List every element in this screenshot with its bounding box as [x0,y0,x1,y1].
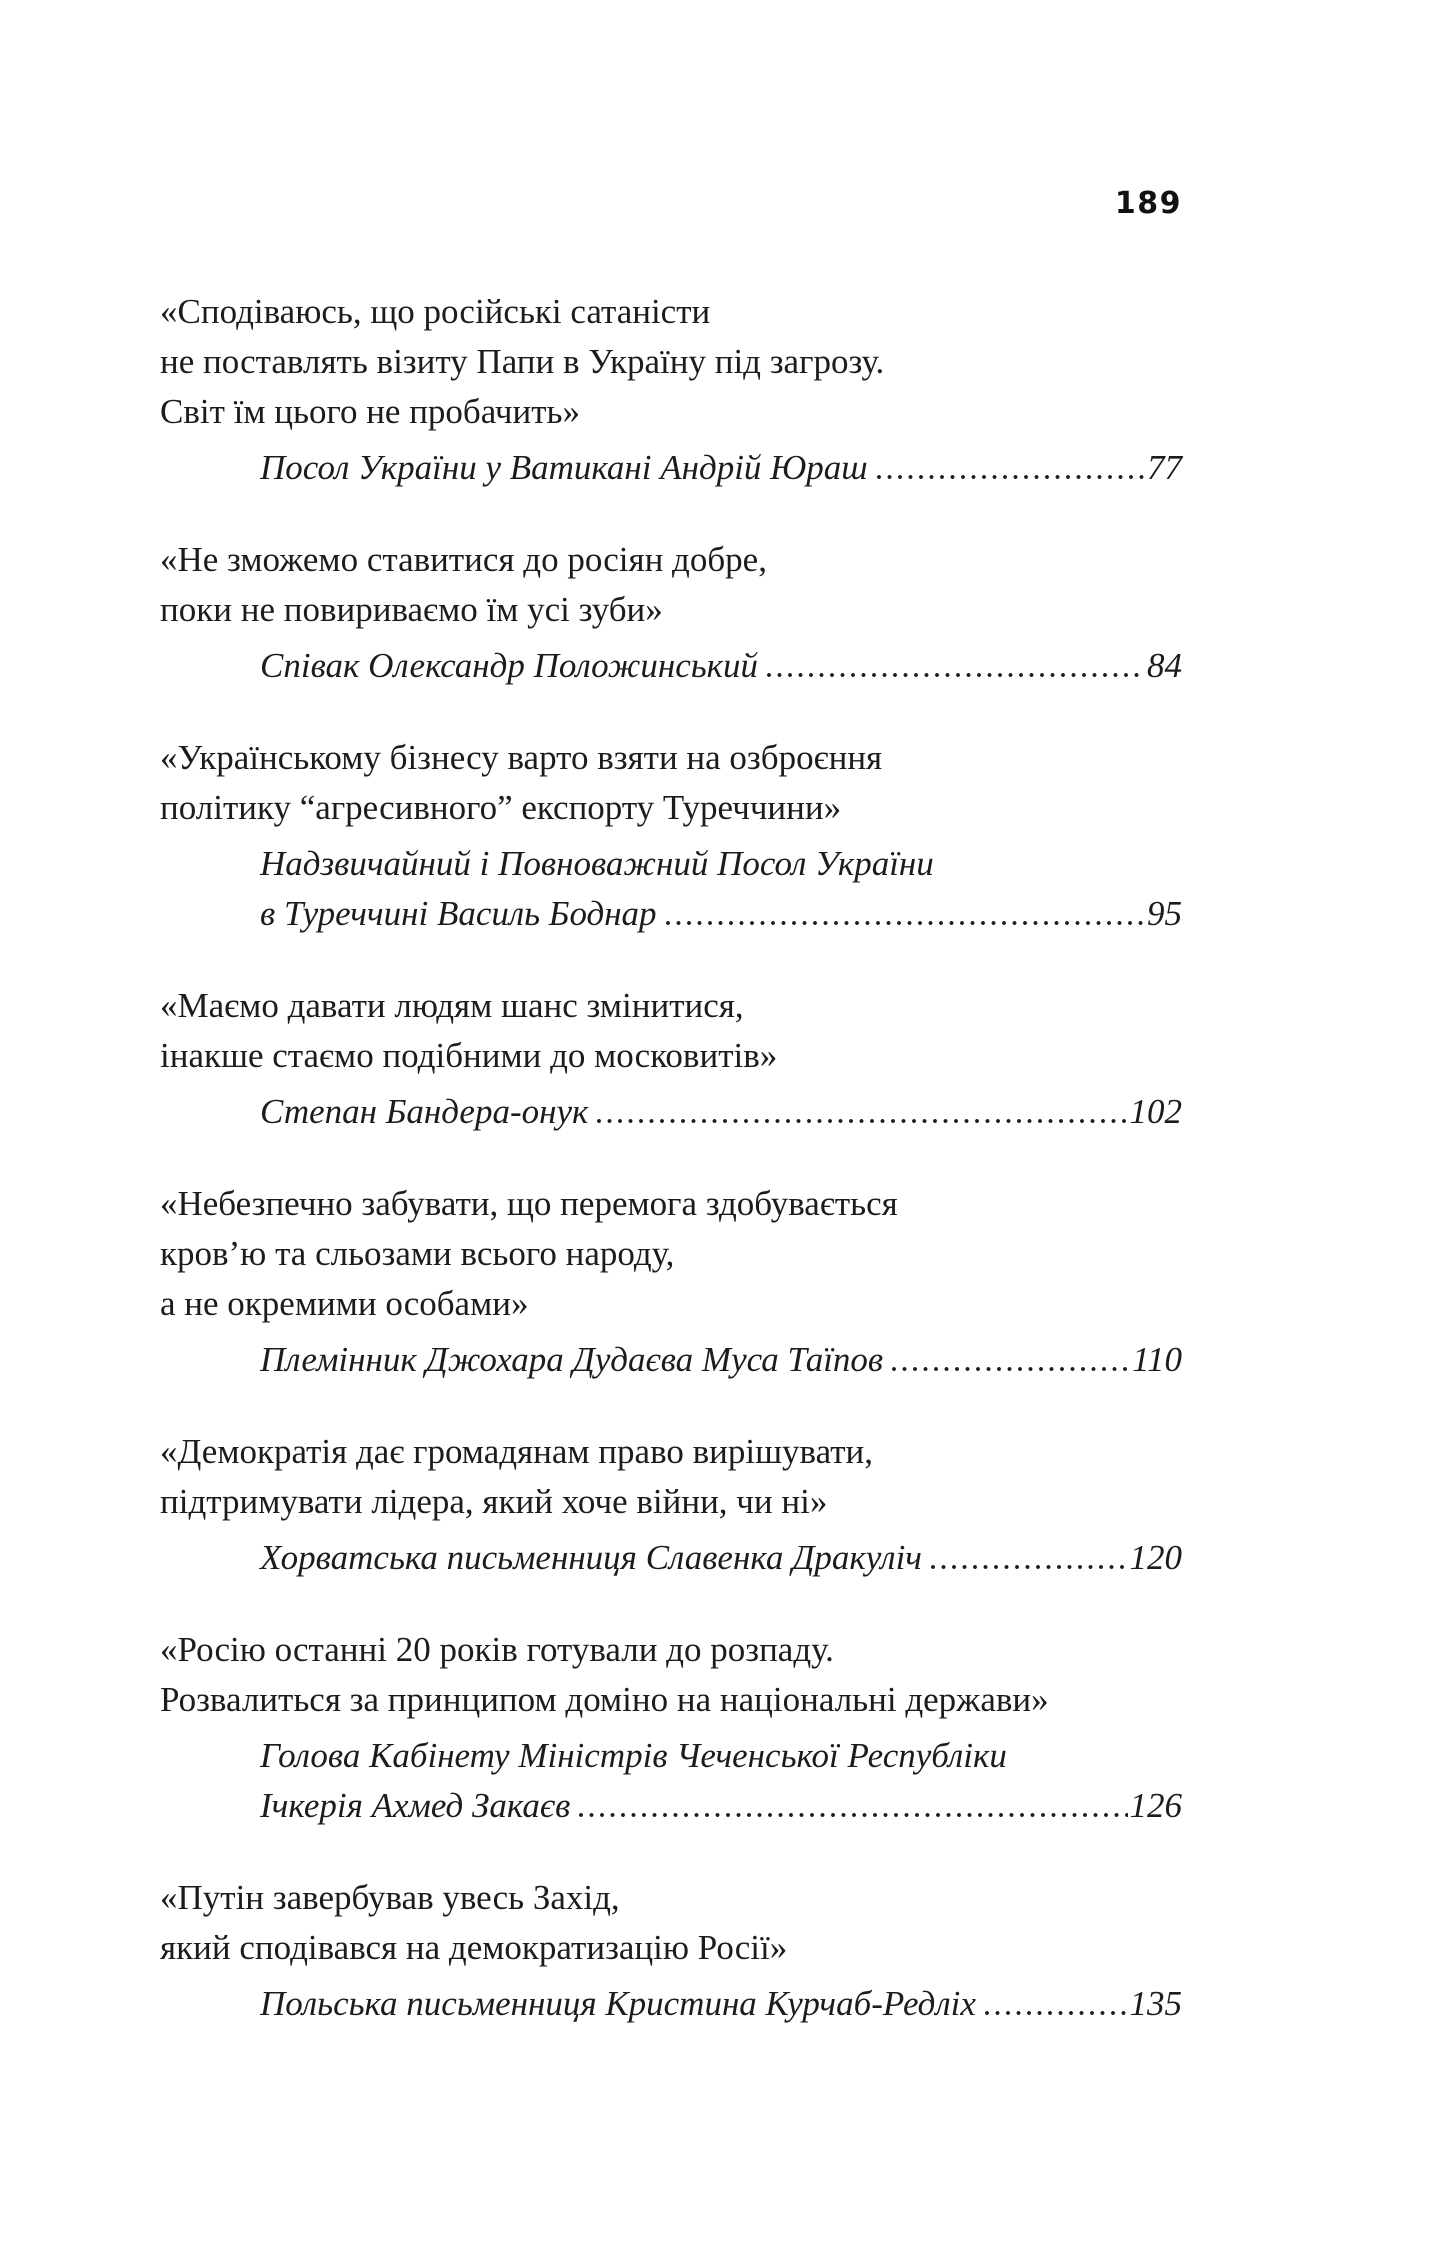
entry-attribution [160,1087,1182,1137]
quote-line: поки не повириваємо їм усі зуби» [160,590,663,629]
dot-leader [889,1366,1130,1372]
quote-line: «Путін завербував увесь Захід, [160,1878,620,1917]
attribution-text: Надзвичайний і Повноважний Посол України [260,844,934,883]
entry-quote [160,1873,1182,1973]
attribution-text: Польська письменниця Кристина Курчаб-Редліх [260,1984,976,2023]
quote-line: Світ їм цього не пробачить» [160,392,580,431]
entry-attribution [160,1979,1182,2029]
entry-quote [160,1179,1182,1329]
entry-attribution [160,1731,1182,1831]
attribution-text: Ічкерія Ахмед Закаєв [260,1786,571,1825]
attribution-line [260,443,1182,493]
entry-page-number: 84 [1147,646,1182,685]
dot-leader [874,474,1145,480]
quote-line: «Маємо давати людям шанс змінитися, [160,986,744,1025]
entry-page-number: 135 [1129,1984,1182,2023]
entry-attribution [160,1335,1182,1385]
toc-entry [160,1873,1182,2029]
dot-leader [663,920,1145,926]
entry-attribution [160,641,1182,691]
quote-line: «Сподіваюсь, що російські сатаністи [160,292,711,331]
toc-entry [160,535,1182,691]
attribution-line [260,1087,1182,1137]
attribution-line [260,889,1182,939]
attribution-text: Хорватська письменниця Славенка Дракуліч [260,1538,922,1577]
quote-line: «Небезпечно забувати, що перемога здобувається [160,1184,898,1223]
attribution-text: в Туреччині Василь Боднар [260,894,657,933]
entry-quote [160,1427,1182,1527]
toc-entry [160,1427,1182,1583]
attribution-text: Посол України у Ватикані Андрій Юраш [260,448,868,487]
quote-line: інакше стаємо подібними до московитів» [160,1036,778,1075]
entry-quote [160,287,1182,437]
entry-attribution [160,443,1182,493]
attribution-line [260,1731,1182,1781]
attribution-line [260,1533,1182,1583]
entry-page-number: 126 [1129,1786,1182,1825]
quote-line: політику “агресивного” експорту Туреччини» [160,788,842,827]
quote-line: «Українському бізнесу варто взяти на озброєння [160,738,883,777]
quote-line: «Демократія дає громадянам право вирішувати, [160,1432,874,1471]
entry-page-number: 102 [1129,1092,1182,1131]
toc-entry [160,733,1182,939]
entry-page-number: 110 [1132,1340,1182,1379]
attribution-line [260,641,1182,691]
quote-line: «Росію останні 20 років готували до розпаду. [160,1630,834,1669]
quote-line: а не окремими особами» [160,1284,529,1323]
attribution-text: Співак Олександр Положинський [260,646,759,685]
entry-quote [160,1625,1182,1725]
entry-page-number: 95 [1147,894,1182,933]
dot-leader [928,1564,1128,1570]
attribution-line [260,839,1182,889]
entry-page-number: 77 [1147,448,1182,487]
toc-entries [160,287,1182,2071]
dot-leader [594,1118,1127,1124]
page-number: 189 [1114,186,1182,221]
entry-quote [160,981,1182,1081]
attribution-text: Племінник Джохара Дудаєва Муса Таїпов [260,1340,884,1379]
quote-line: «Не зможемо ставитися до росіян добре, [160,540,767,579]
dot-leader [764,672,1145,678]
quote-line: підтримувати лідера, який хоче війни, чи ні» [160,1482,828,1521]
attribution-text: Голова Кабінету Міністрів Чеченської Республіки [260,1736,1007,1775]
quote-line: не поставлять візиту Папи в Україну під загрозу. [160,342,885,381]
quote-line: кров’ю та сльозами всього народу, [160,1234,675,1273]
toc-entry [160,1179,1182,1385]
toc-entry [160,981,1182,1137]
quote-line: Розвалиться за принципом доміно на національні держави» [160,1680,1049,1719]
entry-attribution [160,839,1182,939]
attribution-line [260,1979,1182,2029]
entry-page-number: 120 [1129,1538,1182,1577]
attribution-line [260,1335,1182,1385]
entry-attribution [160,1533,1182,1583]
quote-line: який сподівався на демократизацію Росії» [160,1928,788,1967]
entry-quote [160,733,1182,833]
toc-entry [160,1625,1182,1831]
attribution-line [260,1781,1182,1831]
entry-quote [160,535,1182,635]
dot-leader [576,1812,1127,1818]
toc-entry [160,287,1182,493]
attribution-text: Степан Бандера-онук [260,1092,589,1131]
dot-leader [982,2010,1128,2016]
